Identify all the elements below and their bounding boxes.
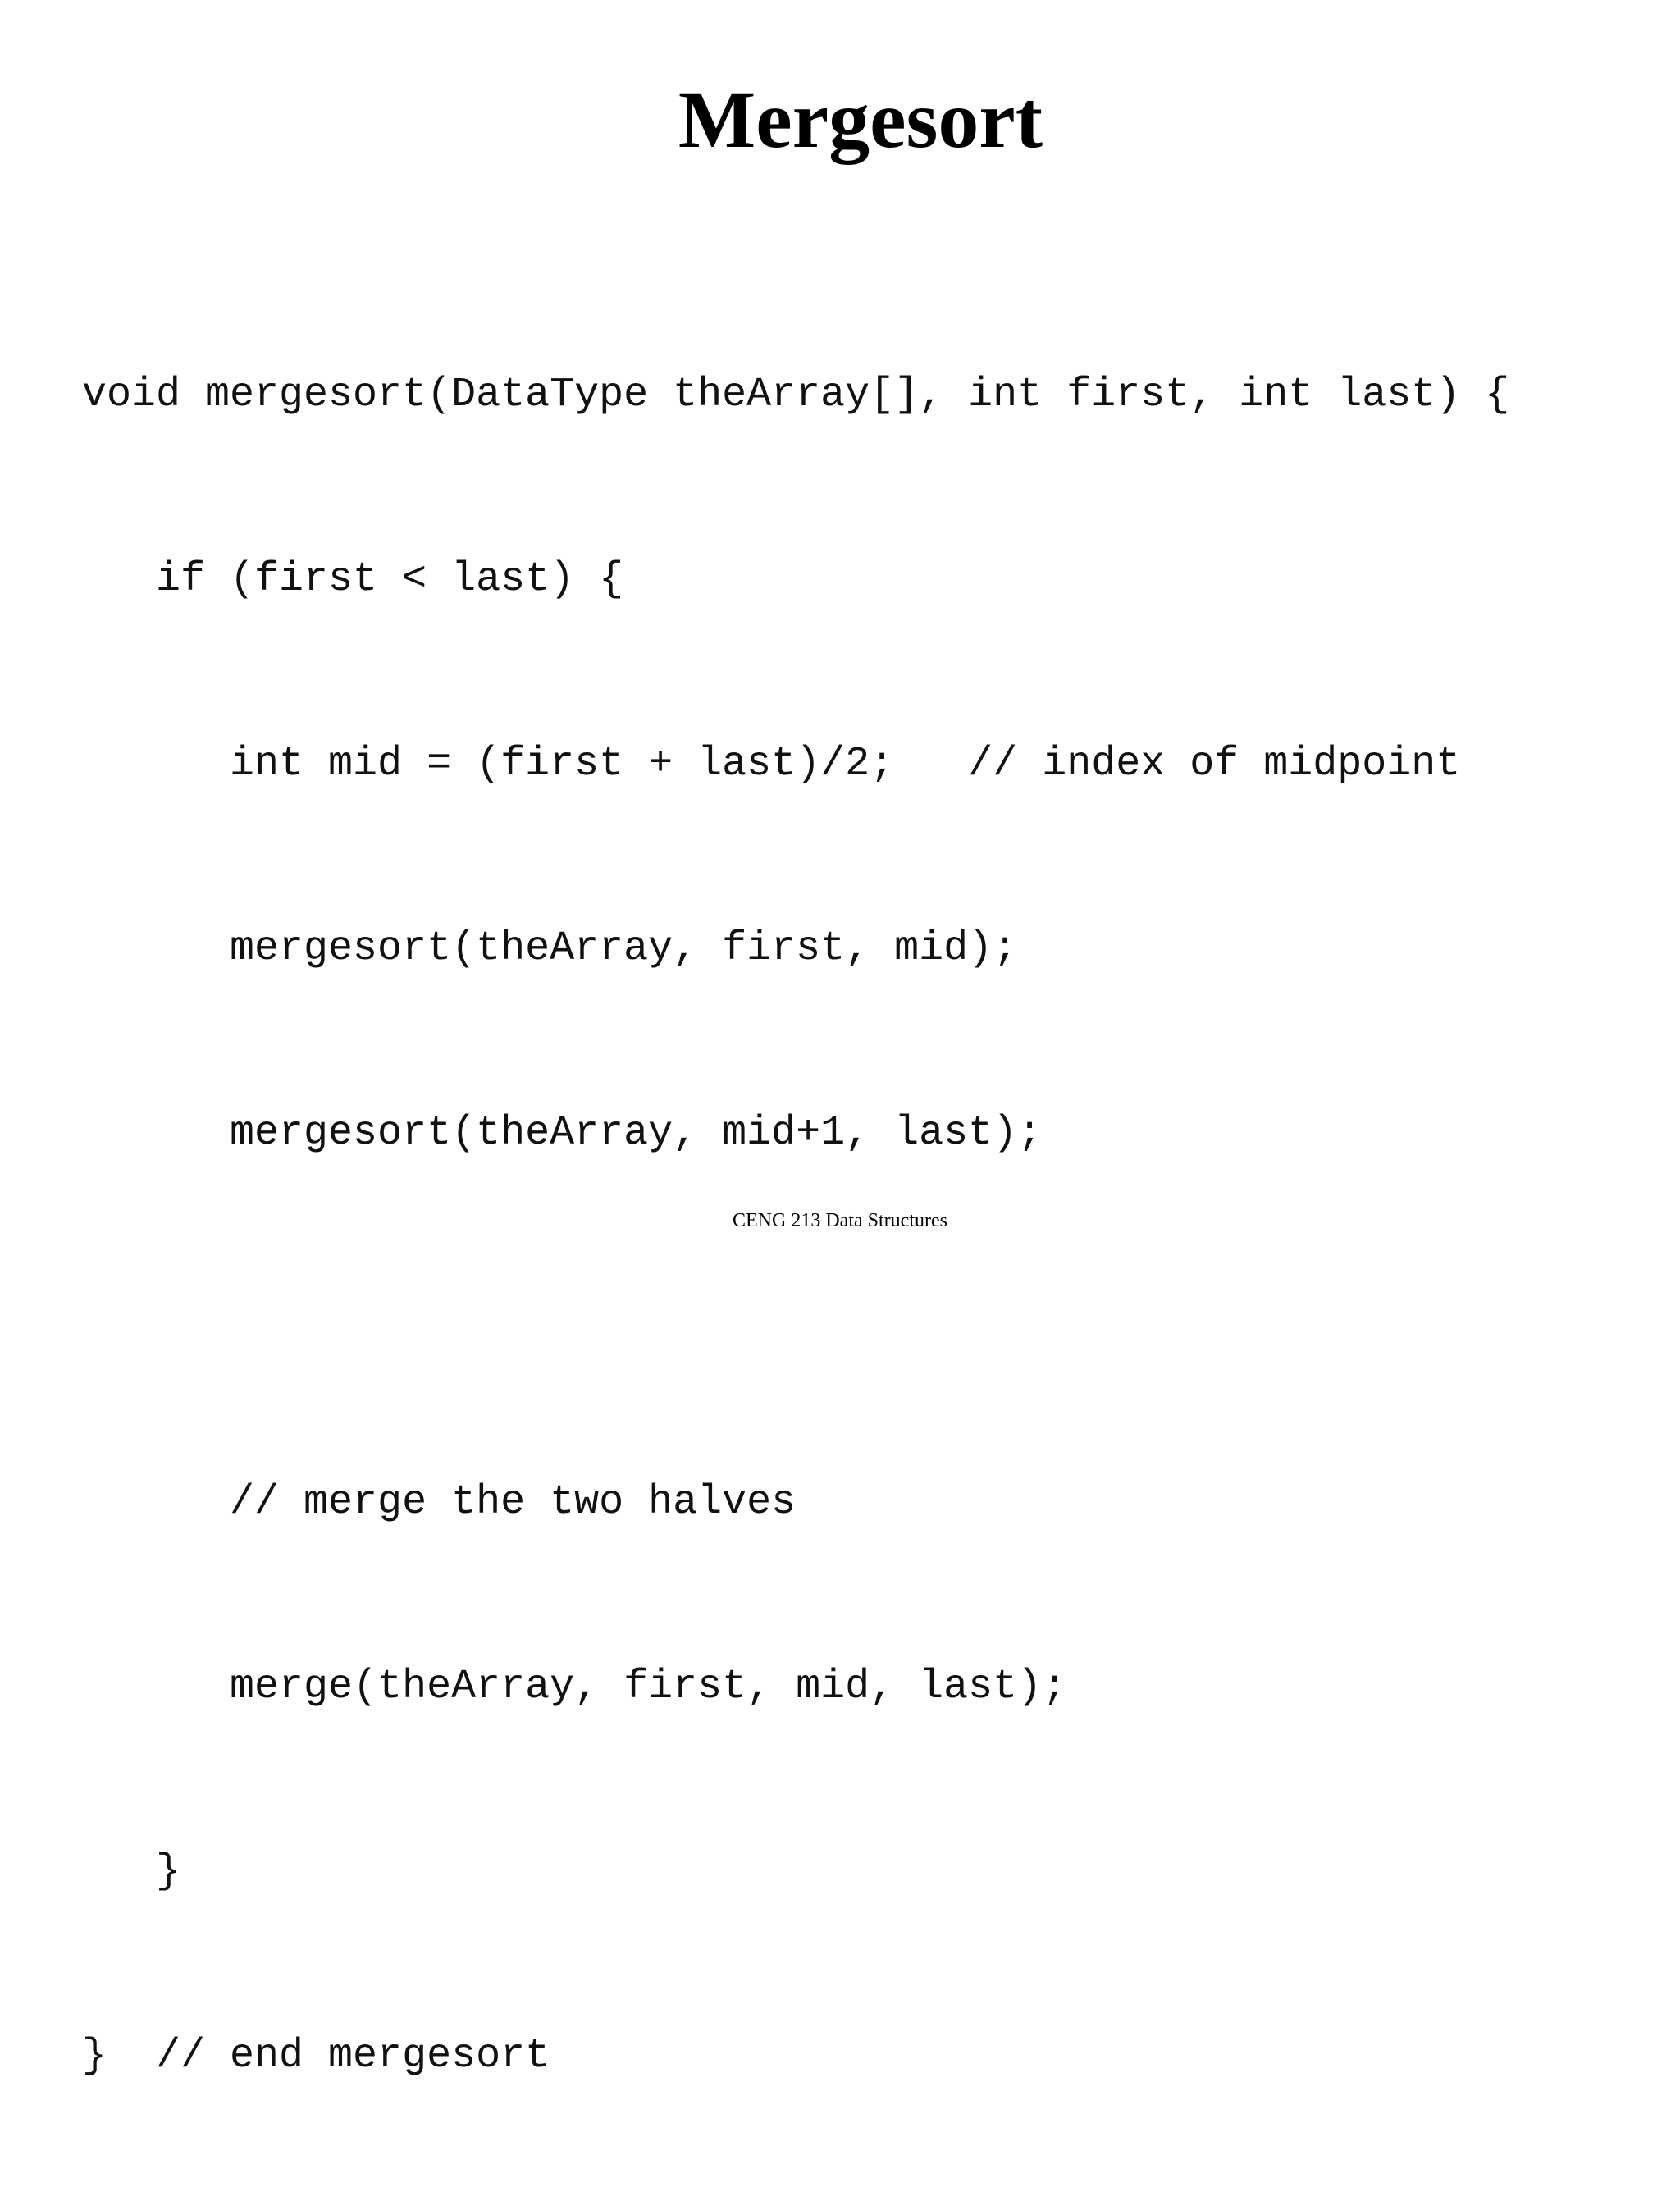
slide-footer: CENG 213 Data Structures [733, 1210, 947, 1231]
code-line: void mergesort(DataType theArray[], int first, int last) { [82, 372, 1510, 418]
code-line: // merge the two halves [82, 1479, 797, 1526]
code-line: } // end mergesort [82, 2033, 550, 2080]
code-line: if (first < last) { [82, 556, 624, 603]
code-line: merge(theArray, first, mid, last); [82, 1664, 1067, 1710]
code-line-blank [82, 1287, 1509, 1349]
code-line: mergesort(theArray, mid+1, last); [82, 1110, 1043, 1157]
code-line: mergesort(theArray, first, mid); [82, 925, 1018, 972]
slide-title: Mergesort [678, 74, 1043, 165]
code-line: } [82, 1848, 181, 1895]
code-line: int mid = (first + last)/2; // index of midpoint [82, 741, 1461, 788]
